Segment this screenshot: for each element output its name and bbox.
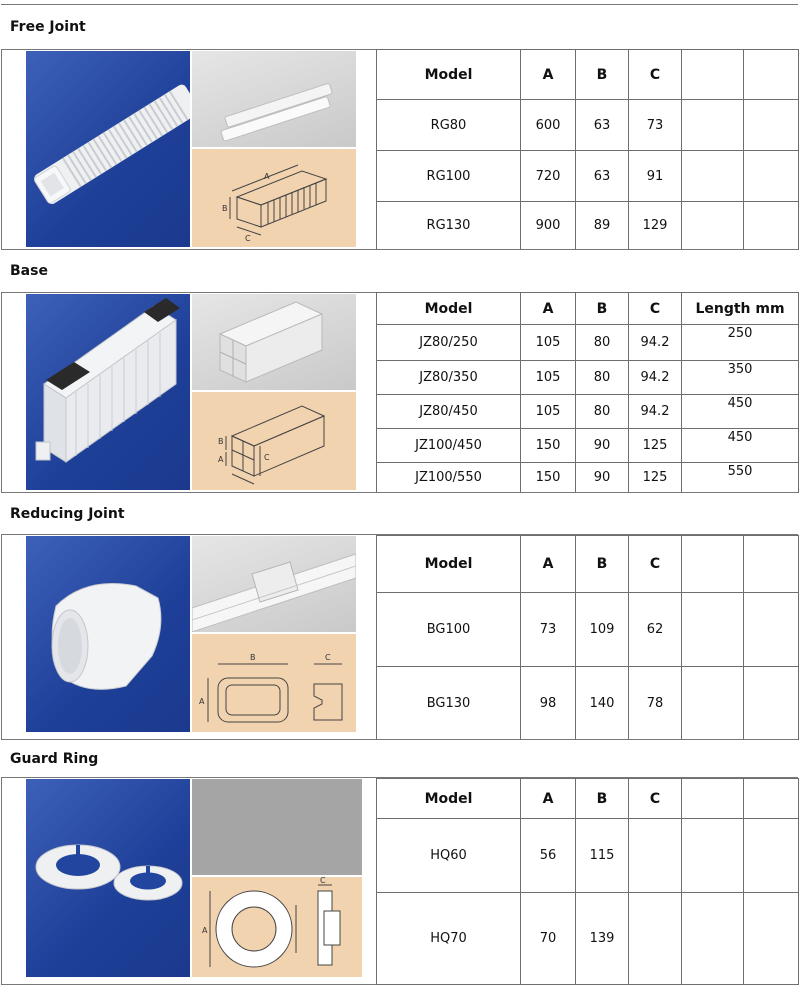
reducing-joint-title: Reducing Joint — [10, 505, 125, 522]
cell-b: 63 — [576, 100, 629, 151]
base-product-photo — [192, 294, 356, 390]
table-row — [377, 463, 799, 493]
guard-ring-grey-panel — [192, 779, 362, 875]
cell-a: 70 — [521, 893, 576, 985]
cell-b: 90 — [576, 429, 629, 463]
cell-b: 80 — [576, 395, 629, 429]
cell-c: 62 — [629, 593, 682, 667]
cell-empty — [744, 819, 799, 893]
reducing-joint-photo — [26, 536, 190, 732]
header-empty — [744, 536, 799, 593]
table-row — [377, 100, 799, 151]
cell-b: 90 — [576, 463, 629, 493]
table-header-row — [377, 50, 799, 100]
table-row — [377, 395, 799, 429]
section-title-free-joint — [1, 4, 798, 50]
cell-a: 56 — [521, 819, 576, 893]
guard-ring-label-a: A — [202, 926, 208, 935]
header-a: A — [521, 536, 576, 593]
cell-b: 89 — [576, 202, 629, 250]
section-title-guard-ring — [1, 739, 798, 778]
free-joint-label-b: B — [222, 204, 228, 213]
base-dimension-diagram — [192, 392, 356, 490]
reducing-joint-spec-table — [376, 535, 799, 740]
cell-empty — [682, 202, 744, 250]
table-row — [377, 361, 799, 395]
cell-c — [629, 893, 682, 985]
cell-model: JZ80/450 — [377, 395, 521, 429]
cell-model: JZ80/250 — [377, 325, 521, 361]
header-a: A — [521, 50, 576, 100]
header-empty — [744, 779, 799, 819]
reducing-joint-label-b: B — [250, 653, 256, 662]
base-label-c: C — [264, 453, 270, 462]
header-b: B — [576, 779, 629, 819]
cell-model: JZ100/450 — [377, 429, 521, 463]
base-spec-table — [376, 292, 799, 493]
cell-c: 94.2 — [629, 395, 682, 429]
cell-c: 78 — [629, 667, 682, 740]
cell-length: 450 — [682, 429, 799, 463]
guard-ring-photo — [26, 779, 190, 977]
guard-ring-spec-table — [376, 778, 799, 985]
base-title: Base — [10, 263, 48, 279]
cell-empty — [744, 151, 799, 202]
base-label-b: B — [218, 437, 224, 446]
cell-c: 125 — [629, 429, 682, 463]
free-joint-dimension-diagram — [192, 149, 356, 247]
header-c: C — [629, 779, 682, 819]
base-label-a: A — [218, 455, 224, 464]
cell-a: 600 — [521, 100, 576, 151]
reducing-joint-label-a: A — [199, 697, 205, 706]
cell-model: RG100 — [377, 151, 521, 202]
cell-model: HQ60 — [377, 819, 521, 893]
cell-empty — [682, 893, 744, 985]
header-empty — [744, 50, 799, 100]
cell-a: 98 — [521, 667, 576, 740]
cell-c: 94.2 — [629, 325, 682, 361]
cell-a: 105 — [521, 395, 576, 429]
cell-empty — [682, 593, 744, 667]
table-row — [377, 667, 799, 740]
cell-c: 73 — [629, 100, 682, 151]
header-length: Length mm — [682, 293, 799, 325]
cell-length: 250 — [682, 325, 799, 361]
header-model: Model — [377, 50, 521, 100]
header-b: B — [576, 50, 629, 100]
cell-c: 94.2 — [629, 361, 682, 395]
free-joint-product-photo — [192, 51, 356, 147]
cell-empty — [682, 100, 744, 151]
reducing-joint-label-c: C — [325, 653, 331, 662]
cell-b: 115 — [576, 819, 629, 893]
section-title-reducing-joint — [1, 492, 798, 535]
cell-empty — [682, 819, 744, 893]
table-row — [377, 893, 799, 985]
cell-length: 350 — [682, 361, 799, 395]
guard-ring-label-c: C — [320, 877, 326, 885]
table-row — [377, 593, 799, 667]
cell-c: 91 — [629, 151, 682, 202]
header-model: Model — [377, 536, 521, 593]
cell-length: 550 — [682, 463, 799, 493]
cell-empty — [744, 667, 799, 740]
cell-b: 80 — [576, 361, 629, 395]
header-c: C — [629, 536, 682, 593]
free-joint-photo — [26, 51, 190, 247]
free-joint-title: Free Joint — [10, 19, 86, 35]
cell-a: 73 — [521, 593, 576, 667]
cell-empty — [744, 202, 799, 250]
table-header-row — [377, 536, 799, 593]
header-a: A — [521, 779, 576, 819]
cell-b: 63 — [576, 151, 629, 202]
cell-a: 150 — [521, 429, 576, 463]
header-model: Model — [377, 779, 521, 819]
table-header-row — [377, 779, 799, 819]
base-photo — [26, 294, 190, 490]
guard-ring-dimension-diagram — [192, 877, 362, 977]
header-b: B — [576, 536, 629, 593]
cell-model: RG80 — [377, 100, 521, 151]
cell-a: 720 — [521, 151, 576, 202]
header-c: C — [629, 50, 682, 100]
cell-a: 150 — [521, 463, 576, 493]
table-row — [377, 151, 799, 202]
cell-c: 129 — [629, 202, 682, 250]
reducing-joint-product-photo — [192, 536, 356, 632]
header-empty — [682, 50, 744, 100]
cell-model: BG130 — [377, 667, 521, 740]
table-row — [377, 202, 799, 250]
cell-a: 105 — [521, 325, 576, 361]
cell-empty — [682, 667, 744, 740]
table-row — [377, 819, 799, 893]
header-empty — [682, 536, 744, 593]
header-a: A — [521, 293, 576, 325]
cell-length: 450 — [682, 395, 799, 429]
free-joint-label-c: C — [245, 234, 251, 243]
cell-b: 139 — [576, 893, 629, 985]
header-b: B — [576, 293, 629, 325]
cell-empty — [744, 593, 799, 667]
cell-b: 80 — [576, 325, 629, 361]
free-joint-label-a: A — [264, 172, 270, 181]
cell-c: 125 — [629, 463, 682, 493]
cell-model: JZ80/350 — [377, 361, 521, 395]
cell-c — [629, 819, 682, 893]
guard-ring-title: Guard Ring — [10, 750, 99, 767]
cell-model: HQ70 — [377, 893, 521, 985]
header-model: Model — [377, 293, 521, 325]
cell-model: RG130 — [377, 202, 521, 250]
cell-model: JZ100/550 — [377, 463, 521, 493]
table-row — [377, 429, 799, 463]
cell-empty — [744, 893, 799, 985]
cell-a: 105 — [521, 361, 576, 395]
table-header-row — [377, 293, 799, 325]
table-row — [377, 325, 799, 361]
cell-a: 900 — [521, 202, 576, 250]
header-c: C — [629, 293, 682, 325]
cell-model: BG100 — [377, 593, 521, 667]
section-title-base — [1, 249, 798, 293]
header-empty — [682, 779, 744, 819]
reducing-joint-dimension-diagram — [192, 634, 356, 732]
free-joint-spec-table — [376, 49, 799, 250]
cell-b: 109 — [576, 593, 629, 667]
cell-empty — [744, 100, 799, 151]
cell-b: 140 — [576, 667, 629, 740]
cell-empty — [682, 151, 744, 202]
